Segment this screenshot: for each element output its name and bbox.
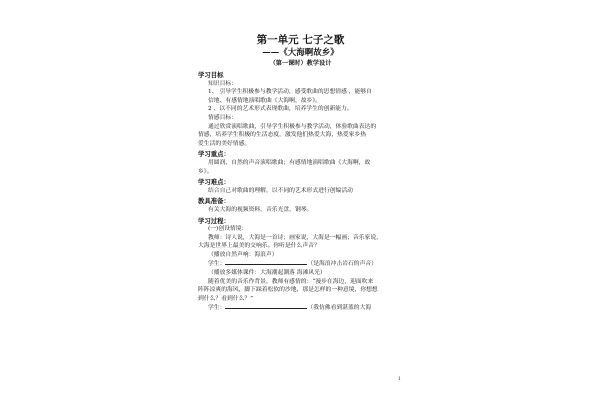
student-answer-line	[198, 259, 403, 269]
lesson-label: （第一课时）教学设计	[269, 60, 332, 67]
objectives-heading: 学习目标	[198, 71, 224, 79]
student-label: 学生：	[208, 305, 226, 312]
key-points-text: 用圆润、自然的声音演唱歌曲；有感情地演唱歌曲《大海啊，故	[208, 159, 371, 166]
student-label: 学生：	[208, 261, 226, 268]
key-points-text: 乡》。	[198, 168, 213, 175]
process-text: 到什么？看到什么？”	[198, 295, 254, 302]
process-note: （播放多媒体课件：大海潮起潮落 海滩风光）	[208, 270, 326, 277]
process-note: （播放自然声响：海浪声）	[208, 251, 278, 258]
objective-line: 情感，培养学生积极的生活态度，激发他们热爱大海，热爱家乡热	[198, 132, 367, 139]
objective-line: 1、 引导学生积极参与教学活动，感受歌曲的思想情感 ，能够自	[208, 89, 372, 96]
student-answer: （是海浪冲击岩石的声音）	[307, 261, 377, 268]
page-number: 1	[398, 377, 401, 382]
process-step: (一)创设情境：	[208, 226, 248, 233]
objective-line: 通过欣赏演唱歌曲，引导学生积极参与教学活动，体验歌曲表达的	[208, 123, 377, 130]
student-answer-line	[198, 303, 403, 313]
knowledge-heading: 知识目标：	[208, 80, 237, 87]
process-text: 阵阵凉爽的海风，脚下踩着松软的沙地，那是怎样的一种意境，你想想	[198, 287, 378, 294]
process-text: 大海是世界上最美的交响乐。你听是什么声音？	[198, 243, 320, 250]
objective-line: 2 、以不同的艺术形式表现歌曲，培养学生的创新能力。	[208, 106, 353, 113]
difficulties-text: 结合自己对歌曲的理解，以不同的艺术形式进行创编活动	[208, 187, 353, 194]
process-text: 教师：诗人说，大海是一首诗；画家说，大海是一幅画；音乐家说，	[208, 234, 382, 241]
page-subtitle: ——《大海啊故乡》	[262, 48, 339, 58]
page-title: 第一单元 七子之歌	[256, 34, 345, 46]
key-points-heading: 学习重点：	[198, 150, 230, 159]
process-heading: 学习过程：	[198, 216, 230, 225]
difficulties-heading: 学习难点：	[198, 178, 230, 187]
emotion-heading: 情感目标：	[208, 114, 237, 121]
answer-blank	[225, 303, 307, 309]
objective-line: 信地、有感情地演唱歌曲《大海啊，故乡》。	[208, 97, 322, 104]
objective-line: 爱生活的美好情感。	[198, 140, 251, 147]
process-text: 随着优美的音乐作背景，教师有感情的：“漫步在海边，迎面吹来	[208, 278, 374, 285]
document-body	[198, 34, 403, 313]
prep-text: 有关大海的视频资料，音乐光盘，钢琴。	[208, 206, 313, 213]
answer-blank	[225, 259, 307, 265]
prep-heading: 教具准备：	[198, 197, 230, 206]
student-answer: （我仿佛看到湛蓝的大海	[307, 305, 372, 312]
